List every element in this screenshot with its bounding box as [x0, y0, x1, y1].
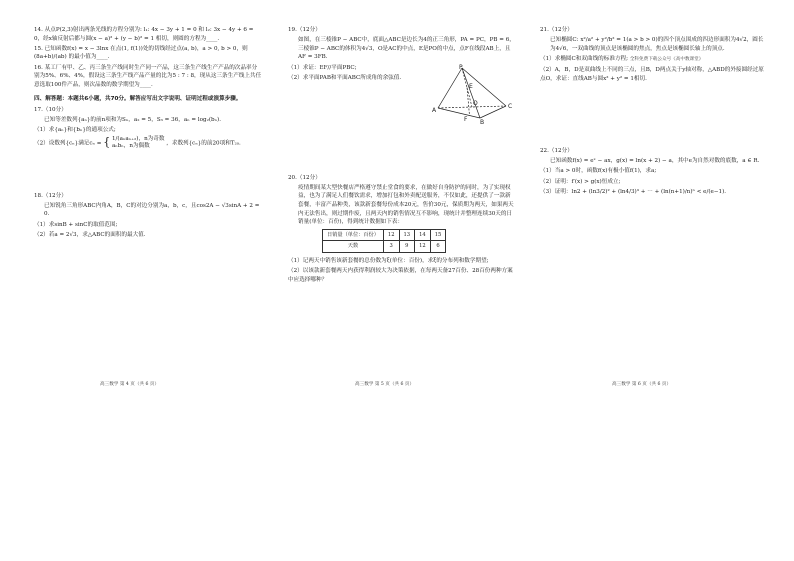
- question-19-heading: 19.（12分）: [288, 27, 321, 33]
- label-a: A: [432, 106, 437, 114]
- question-20-part-2: （2）以该款新套餐两天内获得利润较大为决策依据，在每两天备27百份、28百份两种方案中应选择哪种？: [288, 268, 513, 283]
- label-p: P: [459, 63, 463, 71]
- page-footer-6: 高三数学 第 6 页（共 6 页）: [612, 382, 672, 387]
- question-19-body: [288, 64, 516, 124]
- question-17-part-2-tail: ，求数列{cₙ}的前20项和T₂₀.: [166, 140, 241, 147]
- label-e: E: [469, 82, 473, 90]
- question-18-part-1: （1）求sinB + sinC的取值范围;: [34, 221, 118, 228]
- edge-bc: [480, 106, 506, 118]
- column-page-6: [540, 26, 768, 198]
- question-17-part-2: [34, 136, 262, 150]
- question-22-stem: 已知函数f(x) = eˣ − ax，g(x) = ln(x + 2) − a，其中e为自然对数的底数，a ∈ R.: [550, 158, 760, 165]
- table-cell: 15: [430, 229, 446, 241]
- edge-pa: [438, 68, 462, 108]
- edge-ab: [438, 108, 480, 118]
- question-21-heading: 21.（12分）: [540, 27, 573, 33]
- question-18-part-2: （2）若a = 2√3，求△ABC的面积的最大值.: [34, 231, 146, 238]
- piecewise-definition: [103, 136, 164, 150]
- brace-glyph: {: [103, 135, 111, 149]
- question-20-heading: 20.（12分）: [288, 174, 321, 181]
- answer-space: [34, 152, 262, 192]
- pyramid-diagram: [432, 64, 516, 124]
- table-cell: 3: [383, 241, 399, 253]
- question-17-part-1: （1）求{aₙ}和{bₙ}的通项公式;: [34, 126, 116, 133]
- question-20-stem: 疫情期间某大型快餐店严格遵守禁止堂食的要求，在做好自身防护的同时，为了实现权益，也为了满足人们餐饮需求，增加打包和外卖配送服务，不仅如此，还提供了一款新套餐，丰富产品种类，该款新套餐每份成本20元，售价30元，保质期为两天，如果两天内无法售出，则过期作废，且两天内的销售情况互不影响，现统计并整理连续30天的日销量(单位：百份)，得到统计数据如下表：: [298, 184, 514, 226]
- table-cell: 9: [399, 241, 415, 253]
- piecewise-case-even: aₙbₙ，n为偶数: [111, 143, 150, 150]
- section-title: 四、解答题：本题共6小题，共70分。解答应写出文字说明、证明过程或演算步骤。: [34, 96, 242, 103]
- column-page-4: [34, 26, 262, 241]
- page-footer-5: 高三数学 第 5 页（共 6 页）: [355, 382, 415, 387]
- table-cell: 12: [383, 229, 399, 241]
- question-22-heading: 22.（12分）: [540, 147, 573, 154]
- label-c: C: [508, 102, 513, 110]
- column-page-5: [288, 26, 516, 286]
- question-19-stem: 如图，在三棱锥P − ABC中，底面△ABC是边长为4的正三角形，PA = PC，PB = 6，三棱锥P − ABC的体积为4√3，O是AC的中点，E是PO的中点，点F在线段AB上，且AF = 3FB.: [298, 37, 515, 61]
- answer-space: [288, 124, 516, 174]
- piecewise-cases: [112, 136, 165, 150]
- table-cell: 6: [430, 241, 446, 253]
- label-f: F: [464, 115, 468, 123]
- question-19-parts: [288, 64, 426, 124]
- piecewise-case-odd: 1/(aₙaₙ₊₂)，n为奇数: [111, 136, 165, 143]
- question-22-part-2: （2）证明：f′(x) > g(x)恒成立;: [540, 178, 621, 185]
- answer-space: [540, 85, 768, 147]
- question-18-stem: 已知锐角三角形ABC内角A，B，C的对边分别为a，b，c，且cos2A − √3sinA + 2 = 0.: [44, 202, 260, 218]
- question-18-heading: 18.（12分）: [34, 192, 67, 199]
- question-14: 14. 从点P(2,3)射出两条光线的方程分别为: l₁: 4x − 3y + 1 = 0 和 l₂: 3x − 4y + 6 = 0，经x轴反射后都与圆(x − a)² + (y − b)² = 1 相切，则圆的方程为____.: [34, 27, 254, 42]
- question-17-part-2-intro: （2）设数列{cₙ}满足cₙ =: [34, 140, 102, 147]
- question-22-part-3: （3）证明：ln2 + (ln3/2)² + (ln4/3)³ + ⋯ + (ln(n+1)/n)ⁿ < e/(e−1).: [540, 188, 727, 195]
- table-cell: 12: [415, 241, 431, 253]
- table-cell: 14: [415, 229, 431, 241]
- table-row: [323, 241, 446, 253]
- question-22-part-1: （1）当a > 0时，函数f(x)有极小值f(1)，求a;: [540, 168, 657, 175]
- label-o: O: [473, 99, 478, 107]
- page-footer-4: 高三数学 第 4 页（共 6 页）: [100, 382, 160, 387]
- table-cell: 日销量（单位：百份）: [323, 229, 384, 241]
- question-19-part-1: （1）求证：EF//平面PBC;: [288, 64, 357, 71]
- question-21-stem: 已知椭圆C: x²/a² + y²/b² = 1(a > b > 0)的四个顶点围成的四边形面积为4√2，圆长为4√6，一双曲线的顶点是该椭圆的焦点，焦点是该椭圆长轴上的顶点.: [550, 37, 764, 52]
- question-21-part-1-text: （1）求椭圆C和双曲线的标准方程;: [540, 55, 629, 62]
- question-17-heading: 17.（10分）: [34, 106, 67, 113]
- label-b: B: [480, 118, 485, 124]
- sales-table: [322, 229, 446, 253]
- table-cell: 13: [399, 229, 415, 241]
- question-20-part-1: （1）记两天中销售该新套餐的总份数为ξ(单位：百份)，求ξ的分布列和数学期望;: [288, 257, 489, 264]
- question-21-part-1: [540, 55, 768, 65]
- table-row: [323, 229, 446, 241]
- question-16: 16. 某工厂有甲、乙、丙三条生产线同时生产同一产品，这三条生产线生产产品的次品率分别为5%、6%、4%，假设这三条生产线产品产量的比为5 : 7 : 8，现从这三条生产线上共任意选取100件产品，则次品数的数学期望为____.: [34, 64, 262, 88]
- question-21-part-2: （2）A，B，D是双曲线上不同的三点，且B，D两点关于y轴对称，△ABD的外接圆经过原点O，求证：直线AB与圆x² + y² = 1相切.: [540, 67, 764, 82]
- question-19-part-2: （2）求平面PAB和平面ABC所成角的余弦值.: [288, 74, 402, 81]
- question-15: 15. 已知函数f(x) = x − 3lnx 在点(1, f(1))处的切线经过点(a, b)，a > 0, b > 0，则 (8a+b)/(ab) 的最小值为____.: [34, 45, 248, 61]
- table-cell: 天数: [323, 241, 384, 253]
- watermark-note: 全科免费下载公众号《高中数课堂》: [629, 56, 704, 62]
- question-17-stem: 已知等差数列{aₙ}的前n项和为Sₙ，a₂ = 5，S₃ = 36，aₙ = log₂(bₙ).: [44, 116, 221, 123]
